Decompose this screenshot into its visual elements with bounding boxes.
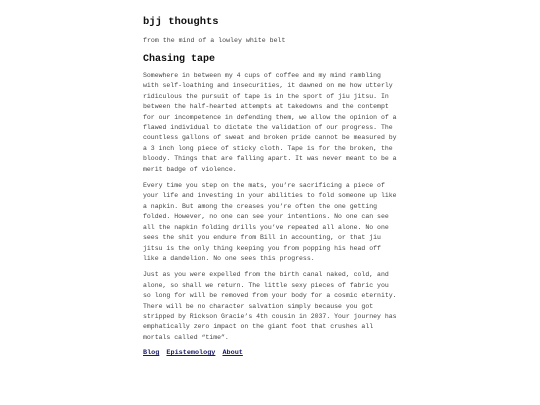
post-body <box>143 71 399 343</box>
nav-link-epistemology[interactable]: Epistemology <box>166 349 216 358</box>
post-title: Chasing tape <box>143 54 216 65</box>
footer-nav <box>143 349 399 358</box>
site-tagline: from the mind of a lowley white belt <box>143 37 286 44</box>
site-title[interactable]: bjj thoughts <box>143 16 219 28</box>
nav-link-about[interactable]: About <box>222 349 243 358</box>
post-paragraph-1: Somewhere in between my 4 cups of coffee and my mind rambling with self-loathing and insecurities, it dawned on me how utterly ridiculous the pursuit of tape is in the sport of jiu jitsu. In between the half-hearted attempts at takedowns and the contempt for our incompetence in defending them, we allow the opinion of a flawed individual to dictate the validation of our progress. The countless gallons of sweat and broken pride cannot be measured by a 3 inch long piece of sticky cloth. Tape is for the broken, the bloody. Things that are falling apart. It was never meant to be a merit badge of violence. <box>143 72 397 173</box>
page-container <box>143 15 399 358</box>
post-paragraph-3: Just as you were expelled from the birth canal naked, cold, and alone, so shall we return. The little sexy pieces of fabric you so long for will be removed from your body for a cosmic eternity. There will be no character salvation simply because you got stripped by Rickson Gracie’s 4th cousin in 2037. Your journey has emphatically zero impact on the giant foot that crushes all mortals called “time”. <box>143 271 397 341</box>
nav-link-blog[interactable]: Blog <box>143 349 160 358</box>
post-paragraph-2: Every time you step on the mats, you’re sacrificing a piece of your life and investing in your abilities to fold someone up like a napkin. But among the creases you’re often the one getting folded. However, no one can see your intentions. No one can see all the napkin folding drills you’ve repeated all alone. No one sees the shit you endure from Bill in accounting, or that jiu jitsu is the only thing keeping you from popping his head off like a dandelion. No one sees this progress. <box>143 182 397 262</box>
